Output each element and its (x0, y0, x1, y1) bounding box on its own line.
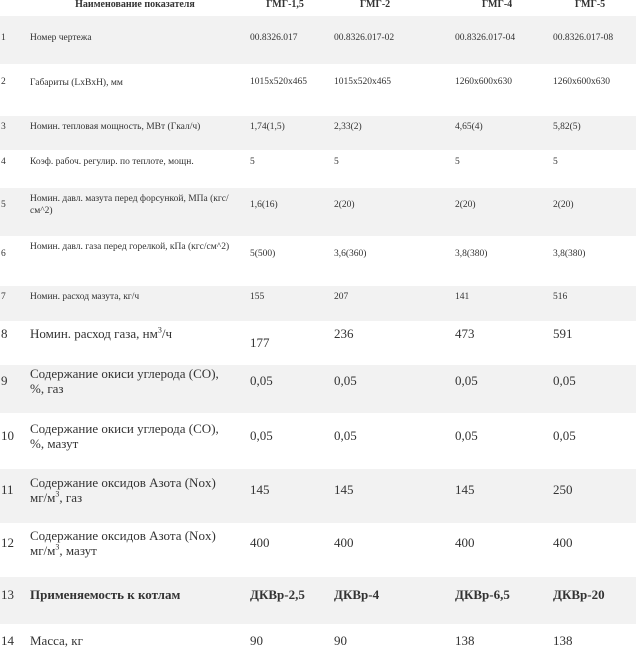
cell-gmg-2: 2(20) (334, 200, 355, 210)
row-number: 12 (1, 535, 14, 550)
row-name: Номин. расход мазута, кг/ч (30, 292, 140, 302)
cell-gmg-1-5: 1015x520x465 (250, 77, 307, 87)
row-name: Масса, кг (30, 633, 83, 648)
superscript: 3 (55, 542, 60, 552)
row-name: Содержание окиси углерода (СО), %, мазут (30, 421, 219, 451)
cell-gmg-2: ДКВр-4 (334, 587, 380, 602)
row-name: Габариты (LxBxH), мм (30, 78, 123, 88)
row-number: 10 (1, 428, 14, 443)
row-number: 9 (1, 373, 8, 388)
header-name: Наименование показателя (75, 0, 195, 10)
superscript: 3 (55, 489, 60, 499)
cell-gmg-5: 3,8(380) (553, 249, 586, 259)
cell-gmg-5: 516 (553, 292, 568, 302)
row-number: 4 (1, 157, 6, 167)
row-number: 8 (1, 326, 8, 341)
cell-gmg-1-5: 0,05 (250, 373, 273, 388)
cell-gmg-2: 90 (334, 633, 347, 648)
cell-gmg-1-5: 145 (250, 482, 270, 497)
table-header (0, 0, 636, 16)
cell-gmg-5: 5 (553, 157, 558, 167)
table-row (0, 523, 636, 577)
cell-gmg-4: ДКВр-6,5 (455, 587, 510, 602)
cell-gmg-1-5: 177 (250, 335, 270, 350)
cell-gmg-1-5: 155 (250, 292, 265, 302)
cell-gmg-4: 3,8(380) (455, 249, 488, 259)
row-name-part: , газ (59, 490, 83, 505)
row-name (30, 475, 235, 505)
row-number: 6 (1, 249, 6, 259)
row-number: 7 (1, 292, 6, 302)
table-row (0, 469, 636, 523)
cell-gmg-5: 250 (553, 482, 573, 497)
table-row (0, 286, 636, 321)
cell-gmg-4: 4,65(4) (455, 122, 483, 132)
cell-gmg-1-5: 5(500) (250, 249, 276, 259)
cell-gmg-2: 2,33(2) (334, 122, 362, 132)
row-name-part: Содержание оксидов Азота (Nox) мг/м (30, 475, 216, 505)
row-name: Номин. давл. газа перед горелкой, кПа (кгс/см^2) (30, 242, 230, 252)
row-number: 14 (1, 633, 14, 648)
cell-gmg-4: 0,05 (455, 373, 478, 388)
table-row (0, 365, 636, 413)
cell-gmg-2: 0,05 (334, 373, 357, 388)
row-name-part: Содержание оксидов Азота (Nox) мг/м (30, 528, 216, 558)
table-row (0, 624, 636, 648)
cell-gmg-5: 400 (553, 535, 573, 550)
cell-gmg-1-5: 00.8326.017 (250, 33, 298, 43)
cell-gmg-2: 207 (334, 292, 349, 302)
row-name: Номин. тепловая мощность, МВт (Гкал/ч) (30, 122, 201, 132)
table-row (0, 413, 636, 469)
table-row (0, 16, 636, 64)
table-row (0, 321, 636, 365)
row-name: Применяемость к котлам (30, 587, 181, 602)
cell-gmg-1-5: 1,74(1,5) (250, 122, 285, 132)
header-gmg-4: ГМГ-4 (481, 0, 513, 10)
table-row (0, 236, 636, 286)
cell-gmg-5: 591 (553, 326, 573, 341)
cell-gmg-4: 138 (455, 633, 475, 648)
row-name: Содержание окиси углерода (СО), %, газ (30, 366, 219, 396)
row-name (30, 528, 235, 558)
header-gmg-1-5: ГМГ-1,5 (266, 0, 304, 10)
table-row (0, 116, 636, 150)
cell-gmg-1-5: 400 (250, 535, 270, 550)
superscript: 3 (157, 325, 162, 335)
cell-gmg-4: 00.8326.017-04 (455, 33, 516, 43)
row-number: 11 (1, 482, 14, 497)
cell-gmg-2: 400 (334, 535, 354, 550)
cell-gmg-5: ДКВр-20 (553, 587, 605, 602)
cell-gmg-2: 1015x520x465 (334, 77, 391, 87)
table-row (0, 150, 636, 188)
header-gmg-5: ГМГ-5 (574, 0, 606, 10)
cell-gmg-2: 3,6(360) (334, 249, 367, 259)
table-row (0, 64, 636, 116)
cell-gmg-2: 5 (334, 157, 339, 167)
row-number: 3 (1, 122, 6, 132)
cell-gmg-2: 0,05 (334, 428, 357, 443)
cell-gmg-2: 236 (334, 326, 354, 341)
cell-gmg-2: 145 (334, 482, 354, 497)
row-name-part: , мазут (59, 543, 97, 558)
cell-gmg-4: 400 (455, 535, 475, 550)
cell-gmg-4: 2(20) (455, 200, 476, 210)
cell-gmg-5: 2(20) (553, 200, 574, 210)
cell-gmg-5: 00.8326.017-08 (553, 33, 614, 43)
cell-gmg-1-5: 0,05 (250, 428, 273, 443)
cell-gmg-4: 145 (455, 482, 475, 497)
cell-gmg-1-5: 90 (250, 633, 263, 648)
cell-gmg-1-5: 5 (250, 157, 255, 167)
cell-gmg-5: 0,05 (553, 428, 576, 443)
row-number: 2 (1, 77, 6, 87)
table-row (0, 577, 636, 624)
cell-gmg-4: 0,05 (455, 428, 478, 443)
cell-gmg-5: 138 (553, 633, 573, 648)
row-name (30, 326, 240, 341)
cell-gmg-4: 1260x600x630 (455, 77, 512, 87)
row-number: 13 (1, 587, 14, 602)
table-row (0, 188, 636, 236)
cell-gmg-1-5: ДКВр-2,5 (250, 587, 305, 602)
cell-gmg-5: 5,82(5) (553, 122, 581, 132)
cell-gmg-5: 1260x600x630 (553, 77, 610, 87)
row-name-part: /ч (161, 326, 172, 341)
row-number: 1 (1, 33, 6, 43)
cell-gmg-5: 0,05 (553, 373, 576, 388)
row-name-part: Номин. расход газа, нм (30, 326, 158, 341)
header-gmg-2: ГМГ-2 (359, 0, 391, 10)
row-name: Номин. давл. мазута перед форсункой, МПа (кгс/см^2) (30, 194, 229, 216)
cell-gmg-4: 5 (455, 157, 460, 167)
cell-gmg-1-5: 1,6(16) (250, 200, 278, 210)
row-name: Коэф. рабоч. регулир. по теплоте, мощн. (30, 157, 194, 167)
row-number: 5 (1, 200, 6, 210)
cell-gmg-4: 141 (455, 292, 470, 302)
row-name: Номер чертежа (30, 33, 92, 43)
cell-gmg-2: 00.8326.017-02 (334, 33, 395, 43)
cell-gmg-4: 473 (455, 326, 475, 341)
